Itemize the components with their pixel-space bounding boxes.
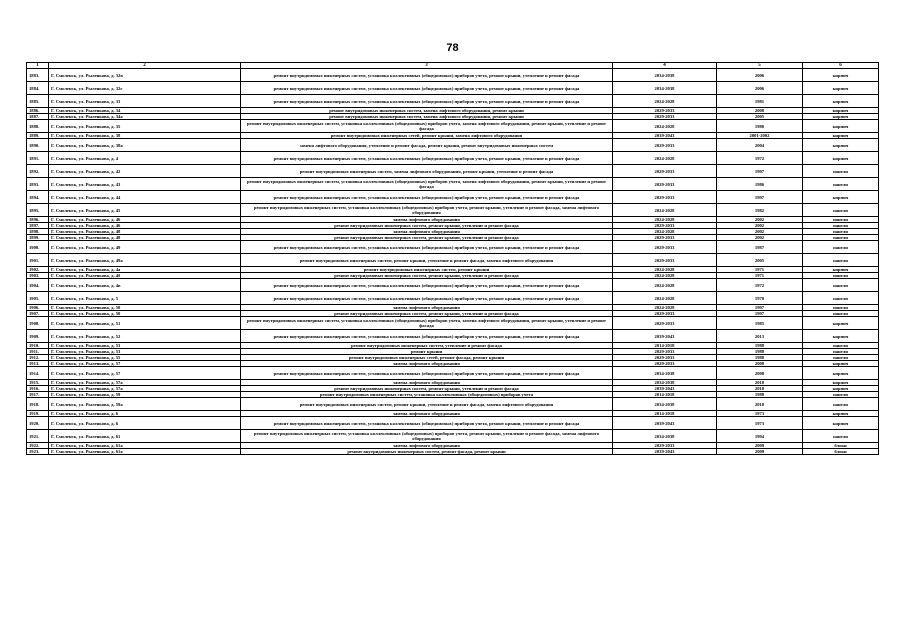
planned-period-cell: 2034-2038 (613, 398, 717, 411)
repair-works-cell: ремонт внутридомовых инженерных систем, ремонт крыши, утепление и ремонт фасада (241, 273, 613, 279)
row-number-cell: 1899. (27, 235, 49, 241)
column-header: 6 (803, 63, 879, 69)
commission-year-cell: 2010 (717, 386, 803, 392)
commission-year-cell: 1973 (717, 417, 803, 430)
commission-year-cell: 1972 (717, 279, 803, 292)
repair-works-cell: ремонт внутридомовых инженерных систем, ремонт крыши, утепление и ремонт фасада (241, 235, 613, 241)
repair-works-cell: ремонт внутридомовых инженерных систем, установка коллективных (общедомовых) приборов учета, ремонт крыши, утепление и ремонт фасада, замена лифтового оборудования (241, 204, 613, 217)
table-row (27, 69, 879, 82)
wall-material-cell: панели (803, 430, 879, 443)
planned-period-cell: 2024-2028 (613, 120, 717, 133)
page-number: 78 (446, 42, 459, 54)
address-cell: Г. Смоленск, ул. Рыленкова, д. 61 (49, 430, 241, 443)
wall-material-cell: блоки (803, 449, 879, 455)
repair-works-cell: ремонт внутридомовых инженерных систем, установка коллективных (общедомовых) приборов учета, ремонт крыши, утепление и ремонт фасада (241, 330, 613, 343)
repair-works-cell: ремонт внутридомовых инженерных систем, установка коллективных (общедомовых) приборов учета, ремонт крыши, утепление и ремонт фасада (241, 95, 613, 108)
repair-works-cell: ремонт внутридомовых инженерных систем, установка коллективных (общедомовых) приборов учета, ремонт крыши, утепление и ремонт фасада (241, 367, 613, 380)
planned-period-cell: 2029-2033 (613, 443, 717, 449)
planned-period-cell: 2029-2033 (613, 241, 717, 254)
planned-period-cell: 2039-2043 (613, 417, 717, 430)
wall-material-cell: панели (803, 305, 879, 311)
address-cell: Г. Смоленск, ул. Рыленкова, д. 57 (49, 361, 241, 367)
address-cell: Г. Смоленск, ул. Рыленкова, д. 50 (49, 311, 241, 317)
wall-material-cell: кирпич (803, 139, 879, 152)
repair-works-cell: замена лифтового оборудования (241, 229, 613, 235)
planned-period-cell: 2029-2033 (613, 223, 717, 229)
table-row (27, 330, 879, 343)
commission-year-cell: 1988 (717, 349, 803, 355)
commission-year-cell: 2006 (717, 82, 803, 95)
commission-year-cell: 2008 (717, 361, 803, 367)
planned-period-cell: 2034-2038 (613, 380, 717, 386)
commission-year-cell: 1987 (717, 241, 803, 254)
row-number-cell: 1912. (27, 355, 49, 361)
wall-material-cell: панели (803, 217, 879, 223)
address-cell: Г. Смоленск, ул. Рыленкова, д. 51 (49, 317, 241, 330)
commission-year-cell: 2009 (717, 449, 803, 455)
wall-material-cell: панели (803, 279, 879, 292)
wall-material-cell: панели (803, 229, 879, 235)
wall-material-cell: панели (803, 204, 879, 217)
table-row (27, 292, 879, 305)
address-cell: Г. Смоленск, ул. Рыленкова, д. 53 (49, 349, 241, 355)
repair-works-cell: замена лифтового оборудования (241, 217, 613, 223)
repair-works-cell: ремонт внутридомовых инженерных систем, установка коллективных (общедомовых) приборов учета, ремонт крыши, утепление и ремонт фасада (241, 279, 613, 292)
address-cell: Г. Смоленск, ул. Рыленкова, д. 35 (49, 120, 241, 133)
repair-works-cell: ремонт внутридомовых инженерных систем, ремонт крыши, утепление и ремонт фасада, замена лифтового оборудования (241, 254, 613, 267)
table-row (27, 95, 879, 108)
address-cell: Г. Смоленск, ул. Рыленкова, д. 48 (49, 229, 241, 235)
address-cell: Г. Смоленск, ул. Рыленкова, д. 44 (49, 191, 241, 204)
wall-material-cell: кирпич (803, 120, 879, 133)
repair-works-cell: замена лифтового оборудования (241, 380, 613, 386)
commission-year-cell: 2002 (717, 235, 803, 241)
planned-period-cell: 2029-2033 (613, 317, 717, 330)
planned-period-cell: 2029-2033 (613, 361, 717, 367)
commission-year-cell: 1971 (717, 267, 803, 273)
column-header: 5 (717, 63, 803, 69)
wall-material-cell: кирпич (803, 95, 879, 108)
address-cell: Г. Смоленск, ул. Рыленкова, д. 34 (49, 108, 241, 114)
address-cell: Г. Смоленск, ул. Рыленкова, д. 48 (49, 235, 241, 241)
row-number-cell: 1908. (27, 317, 49, 330)
planned-period-cell: 2024-2028 (613, 217, 717, 223)
address-cell: Г. Смоленск, ул. Рыленкова, д. 61а (49, 449, 241, 455)
row-number-cell: 1886. (27, 108, 49, 114)
planned-period-cell: 2024-2028 (613, 267, 717, 273)
commission-year-cell: 2001-2002 (717, 133, 803, 139)
planned-period-cell: 2029-2033 (613, 139, 717, 152)
wall-material-cell: кирпич (803, 133, 879, 139)
address-cell: Г. Смоленск, ул. Рыленкова, д. 5 (49, 292, 241, 305)
address-cell: Г. Смоленск, ул. Рыленкова, д. 57а (49, 386, 241, 392)
wall-material-cell: кирпич (803, 114, 879, 120)
repair-works-cell: ремонт внутридомовых инженерных систем, замена лифтового оборудования, ремонт крыши (241, 108, 613, 114)
table-row (27, 317, 879, 330)
row-number-cell: 1902. (27, 267, 49, 273)
commission-year-cell: 1971 (717, 273, 803, 279)
row-number-cell: 1920. (27, 417, 49, 430)
planned-period-cell: 2029-2033 (613, 165, 717, 178)
commission-year-cell: 1970 (717, 292, 803, 305)
repair-works-cell: ремонт внутридомовых инженерных систем, ремонт крыши, утепление и ремонт фасада (241, 311, 613, 317)
row-number-cell: 1914. (27, 367, 49, 380)
table-row (27, 152, 879, 165)
address-cell: Г. Смоленск, ул. Рыленкова, д. 53 (49, 343, 241, 349)
table-row (27, 398, 879, 411)
commission-year-cell: 1986 (717, 178, 803, 191)
row-number-cell: 1909. (27, 330, 49, 343)
wall-material-cell: кирпич (803, 411, 879, 417)
repair-works-cell: ремонт внутридомовых инженерных систем, установка коллективных (общедомовых) приборов учета, ремонт крыши, утепление и ремонт фасада (241, 69, 613, 82)
row-number-cell: 1910. (27, 343, 49, 349)
row-number-cell: 1923. (27, 449, 49, 455)
column-header: 3 (241, 63, 613, 69)
table-row (27, 82, 879, 95)
commission-year-cell: 1988 (717, 343, 803, 349)
repair-works-cell: ремонт внутридомовых инженерных систем, ремонт фасада, ремонт крыши (241, 449, 613, 455)
repair-works-cell: замена лифтового оборудования (241, 443, 613, 449)
row-number-cell: 1918. (27, 398, 49, 411)
repair-works-cell: замена лифтового оборудования (241, 305, 613, 311)
table-row (27, 139, 879, 152)
commission-year-cell: 2002 (717, 217, 803, 223)
address-cell: Г. Смоленск, ул. Рыленкова, д. 6 (49, 411, 241, 417)
address-cell: Г. Смоленск, ул. Рыленкова, д. 38а (49, 139, 241, 152)
row-number-cell: 1890. (27, 139, 49, 152)
row-number-cell: 1913. (27, 361, 49, 367)
repair-works-cell: замена лифтового оборудования (241, 411, 613, 417)
wall-material-cell: кирпич (803, 152, 879, 165)
row-number-cell: 1896. (27, 217, 49, 223)
row-number-cell: 1915. (27, 380, 49, 386)
wall-material-cell: панели (803, 235, 879, 241)
wall-material-cell: кирпич (803, 267, 879, 273)
commission-year-cell: 1994 (717, 430, 803, 443)
wall-material-cell: кирпич (803, 191, 879, 204)
repair-works-cell: ремонт внутридомовых инженерных систем, установка коллективных (общедомовых) приборов учета, ремонт крыши, утепление и ремонт фасада (241, 417, 613, 430)
table-row (27, 241, 879, 254)
planned-period-cell: 2034-2038 (613, 430, 717, 443)
address-cell: Г. Смоленск, ул. Рыленкова, д. 34а (49, 114, 241, 120)
planned-period-cell: 2029-2033 (613, 235, 717, 241)
row-number-cell: 1891. (27, 152, 49, 165)
row-number-cell: 1919. (27, 411, 49, 417)
repair-works-cell: ремонт внутридомовых инженерных систем, установка коллективных (общедомовых) приборов учета, замена лифтового оборудования, ремонт крыши, утепление и ремонт фасада (241, 178, 613, 191)
planned-period-cell: 2039-2043 (613, 330, 717, 343)
wall-material-cell: кирпич (803, 82, 879, 95)
wall-material-cell: кирпич (803, 69, 879, 82)
repair-works-cell: ремонт внутридомовых инженерных систем, ремонт крыши, утепление и ремонт фасада (241, 386, 613, 392)
address-cell: Г. Смоленск, ул. Рыленкова, д. 52 (49, 330, 241, 343)
table-row (27, 254, 879, 267)
commission-year-cell: 1981 (717, 95, 803, 108)
row-number-cell: 1907. (27, 311, 49, 317)
wall-material-cell: панели (803, 165, 879, 178)
address-cell: Г. Смоленск, ул. Рыленкова, д. 50 (49, 305, 241, 311)
address-cell: Г. Смоленск, ул. Рыленкова, д. 46 (49, 217, 241, 223)
commission-year-cell: 2008 (717, 367, 803, 380)
repair-works-cell: ремонт крыши (241, 349, 613, 355)
repair-works-cell: ремонт внутридомовых инженерных систем, установка коллективных (общедомовых) приборов учета, ремонт крыши, утепление и ремонт фасада (241, 152, 613, 165)
commission-year-cell: 1972 (717, 152, 803, 165)
planned-period-cell: 2029-2033 (613, 178, 717, 191)
commission-year-cell: 2004 (717, 139, 803, 152)
table-row (27, 178, 879, 191)
planned-period-cell: 2024-2028 (613, 273, 717, 279)
wall-material-cell: блоки (803, 443, 879, 449)
address-cell: Г. Смоленск, ул. Рыленкова, д. 61а (49, 443, 241, 449)
row-number-cell: 1903. (27, 273, 49, 279)
wall-material-cell: панели (803, 223, 879, 229)
planned-period-cell: 2029-2033 (613, 114, 717, 120)
wall-material-cell: панели (803, 343, 879, 349)
row-number-cell: 1897. (27, 223, 49, 229)
repair-works-cell: ремонт внутридомовых инженерных сетей, ремонт фасада, ремонт крыши (241, 355, 613, 361)
column-header: 4 (613, 63, 717, 69)
planned-period-cell: 2024-2028 (613, 279, 717, 292)
register-body (27, 69, 879, 455)
planned-period-cell: 2014-2018 (613, 411, 717, 417)
repair-works-cell: замена лифтового оборудования, утепление и ремонт фасада, ремонт крыши, ремонт внутридомовых инженерных систем (241, 139, 613, 152)
row-number-cell: 1898. (27, 229, 49, 235)
repair-works-cell: ремонт внутридомовых инженерных систем, установка коллективных (общедомовых) приборов учета, замена лифтового оборудования, ремонт крыши, утепление и ремонт фасада (241, 317, 613, 330)
planned-period-cell: 2029-2033 (613, 254, 717, 267)
wall-material-cell: кирпич (803, 108, 879, 114)
commission-year-cell: 1985 (717, 317, 803, 330)
table-row (27, 449, 879, 455)
row-number-cell: 1894. (27, 191, 49, 204)
row-number-cell: 1906. (27, 305, 49, 311)
repair-works-cell: ремонт внутридомовых инженерных систем, утепление и ремонт фасада (241, 343, 613, 349)
address-cell: Г. Смоленск, ул. Рыленкова, д. 4а (49, 267, 241, 273)
wall-material-cell: панели (803, 392, 879, 398)
commission-year-cell: 1997 (717, 311, 803, 317)
wall-material-cell: кирпич (803, 386, 879, 392)
repair-works-cell: замена лифтового оборудования (241, 361, 613, 367)
row-number-cell: 1905. (27, 292, 49, 305)
table-row (27, 367, 879, 380)
commission-year-cell: 2009 (717, 443, 803, 449)
wall-material-cell: кирпич (803, 361, 879, 367)
wall-material-cell: панели (803, 178, 879, 191)
repair-works-cell: ремонт внутридомовых инженерных систем, установка коллективных (общедомовых) приборов учета, ремонт крыши, утепление и ремонт фасада, замена лифтового оборудования (241, 430, 613, 443)
repair-works-cell: ремонт внутридомовых инженерных систем, ремонт крыши, утепление и ремонт фасада, замена лифтового оборудования (241, 398, 613, 411)
wall-material-cell: панели (803, 273, 879, 279)
row-number-cell: 1895. (27, 204, 49, 217)
housing-repair-register-table (26, 62, 879, 455)
commission-year-cell: 1988 (717, 355, 803, 361)
row-number-cell: 1911. (27, 349, 49, 355)
planned-period-cell: 2039-2043 (613, 449, 717, 455)
row-number-cell: 1921. (27, 430, 49, 443)
repair-works-cell: ремонт внутридомовых инженерных систем, установка коллективных (общедомовых) приборов учета, замена лифтового оборудования, ремонт крыши, утепление и ремонт фасада (241, 120, 613, 133)
planned-period-cell: 2024-2028 (613, 204, 717, 217)
commission-year-cell: 2005 (717, 114, 803, 120)
address-cell: Г. Смоленск, ул. Рыленкова, д. 59а (49, 398, 241, 411)
wall-material-cell: панели (803, 241, 879, 254)
row-number-cell: 1901. (27, 254, 49, 267)
wall-material-cell: кирпич (803, 417, 879, 430)
planned-period-cell: 2034-2038 (613, 69, 717, 82)
address-cell: Г. Смоленск, ул. Рыленкова, д. 4б (49, 273, 241, 279)
column-header: 1 (27, 63, 49, 69)
planned-period-cell: 2029-2033 (613, 191, 717, 204)
commission-year-cell: 2010 (717, 380, 803, 386)
planned-period-cell: 2024-2028 (613, 229, 717, 235)
row-number-cell: 1904. (27, 279, 49, 292)
row-number-cell: 1888. (27, 120, 49, 133)
table-row (27, 204, 879, 217)
address-cell: Г. Смоленск, ул. Рыленкова, д. 49 (49, 241, 241, 254)
address-cell: Г. Смоленск, ул. Рыленкова, д. 43 (49, 178, 241, 191)
wall-material-cell: кирпич (803, 317, 879, 330)
commission-year-cell: 1988 (717, 392, 803, 398)
repair-works-cell: ремонт внутридомовых инженерных систем, замена лифтового оборудования, ремонт крыши (241, 114, 613, 120)
wall-material-cell: панели (803, 355, 879, 361)
wall-material-cell: кирпич (803, 330, 879, 343)
row-number-cell: 1916. (27, 386, 49, 392)
wall-material-cell: панели (803, 349, 879, 355)
planned-period-cell: 2029-2033 (613, 355, 717, 361)
address-cell: Г. Смоленск, ул. Рыленкова, д. 4 (49, 152, 241, 165)
table-row (27, 279, 879, 292)
commission-year-cell: 1973 (717, 411, 803, 417)
row-number-cell: 1883. (27, 69, 49, 82)
commission-year-cell: 1982 (717, 204, 803, 217)
address-cell: Г. Смоленск, ул. Рыленкова, д. 49а (49, 254, 241, 267)
repair-works-cell: ремонт внутридомовых инженерных систем, замена лифтового оборудования, ремонт крыши, утепление и ремонт фасада (241, 165, 613, 178)
repair-works-cell: ремонт внутридомовых инженерных систем, установка коллективных (общедомовых) приборов учета, ремонт крыши, утепление и ремонт фасада (241, 241, 613, 254)
address-cell: Г. Смоленск, ул. Рыленкова, д. 32г (49, 82, 241, 95)
row-number-cell: 1884. (27, 82, 49, 95)
table-row (27, 430, 879, 443)
wall-material-cell: панели (803, 311, 879, 317)
commission-year-cell: 2008 (717, 108, 803, 114)
repair-works-cell: ремонт внутридомовых инженерных систем, установка коллективных (общедомовых) приборов учета, ремонт крыши, утепление и ремонт фасада (241, 191, 613, 204)
commission-year-cell: 2013 (717, 330, 803, 343)
repair-works-cell: ремонт внутридомовых инженерных сетей, ремонт крыши, замена лифтового оборудования (241, 133, 613, 139)
planned-period-cell: 2039-2043 (613, 386, 717, 392)
repair-works-cell: ремонт внутридомовых инженерных систем, установка коллективных (общедомовых) приборов учета (241, 392, 613, 398)
table-row (27, 120, 879, 133)
commission-year-cell: 2010 (717, 398, 803, 411)
wall-material-cell: кирпич (803, 380, 879, 386)
planned-period-cell: 2039-2043 (613, 133, 717, 139)
row-number-cell: 1889. (27, 133, 49, 139)
table-row (27, 165, 879, 178)
address-cell: Г. Смоленск, ул. Рыленкова, д. 33 (49, 95, 241, 108)
commission-year-cell: 1997 (717, 191, 803, 204)
commission-year-cell: 2006 (717, 69, 803, 82)
address-cell: Г. Смоленск, ул. Рыленкова, д. 57а (49, 380, 241, 386)
planned-period-cell: 2029-2033 (613, 349, 717, 355)
planned-period-cell: 2029-2033 (613, 311, 717, 317)
repair-works-cell: ремонт внутридомовых инженерных систем, установка коллективных (общедомовых) приборов учета, ремонт крыши, утепление и ремонт фасада (241, 292, 613, 305)
commission-year-cell: 2005 (717, 254, 803, 267)
row-number-cell: 1892. (27, 165, 49, 178)
address-cell: Г. Смоленск, ул. Рыленкова, д. 57 (49, 367, 241, 380)
table-row (27, 191, 879, 204)
planned-period-cell: 2024-2028 (613, 152, 717, 165)
commission-year-cell: 1980 (717, 120, 803, 133)
address-cell: Г. Смоленск, ул. Рыленкова, д. 45 (49, 204, 241, 217)
commission-year-cell: 2002 (717, 229, 803, 235)
row-number-cell: 1917. (27, 392, 49, 398)
wall-material-cell: панели (803, 292, 879, 305)
wall-material-cell: панели (803, 398, 879, 411)
repair-works-cell: ремонт внутридомовых инженерных систем, ремонт крыши, утепление и ремонт фасада (241, 223, 613, 229)
planned-period-cell: 2024-2028 (613, 305, 717, 311)
row-number-cell: 1885. (27, 95, 49, 108)
planned-period-cell: 2024-2028 (613, 292, 717, 305)
commission-year-cell: 1997 (717, 165, 803, 178)
planned-period-cell: 2014-2018 (613, 392, 717, 398)
address-cell: Г. Смоленск, ул. Рыленкова, д. 42 (49, 165, 241, 178)
row-number-cell: 1922. (27, 443, 49, 449)
address-cell: Г. Смоленск, ул. Рыленкова, д. 4в (49, 279, 241, 292)
address-cell: Г. Смоленск, ул. Рыленкова, д. 32в (49, 69, 241, 82)
planned-period-cell: 2029-2033 (613, 108, 717, 114)
row-number-cell: 1887. (27, 114, 49, 120)
planned-period-cell: 2014-2018 (613, 343, 717, 349)
planned-period-cell: 2024-2028 (613, 95, 717, 108)
address-cell: Г. Смоленск, ул. Рыленкова, д. 55 (49, 355, 241, 361)
repair-works-cell: ремонт внутридомовых инженерных систем, ремонт крыши (241, 267, 613, 273)
row-number-cell: 1900. (27, 241, 49, 254)
planned-period-cell: 2034-2038 (613, 82, 717, 95)
address-cell: Г. Смоленск, ул. Рыленкова, д. 59 (49, 392, 241, 398)
address-cell: Г. Смоленск, ул. Рыленкова, д. 38 (49, 133, 241, 139)
address-cell: Г. Смоленск, ул. Рыленкова, д. 46 (49, 223, 241, 229)
repair-works-cell: ремонт внутридомовых инженерных систем, установка коллективных (общедомовых) приборов учета, ремонт крыши, утепление и ремонт фасада (241, 82, 613, 95)
commission-year-cell: 2002 (717, 223, 803, 229)
column-header: 2 (49, 63, 241, 69)
wall-material-cell: кирпич (803, 367, 879, 380)
wall-material-cell: панели (803, 254, 879, 267)
commission-year-cell: 1997 (717, 305, 803, 311)
table-row (27, 417, 879, 430)
address-cell: Г. Смоленск, ул. Рыленкова, д. 6 (49, 417, 241, 430)
row-number-cell: 1893. (27, 178, 49, 191)
planned-period-cell: 2034-2038 (613, 367, 717, 380)
